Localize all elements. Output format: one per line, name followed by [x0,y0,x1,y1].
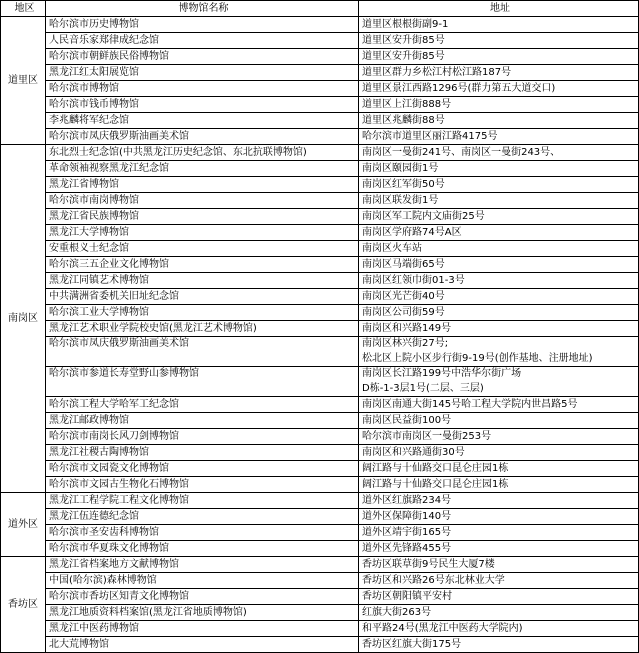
museum-name-cell: 哈尔滨市历史博物馆 [46,17,359,33]
museum-name-cell: 黑龙江中医药博物馆 [46,621,359,637]
table-row [1,397,639,413]
address-line: 红旗大街263号 [362,606,432,618]
address-cell [359,241,639,257]
address-cell [359,605,639,621]
table-row [1,461,639,477]
address-cell [359,337,639,367]
museum-name-cell: 黑龙江艺术职业学院校史馆(黑龙江艺术博物馆) [46,321,359,337]
address-cell [359,637,639,653]
address-cell [359,493,639,509]
museum-name-cell: 黑龙江社稷古陶博物馆 [46,445,359,461]
museum-name-cell: 黑龙江省档案地方文献博物馆 [46,557,359,573]
address-line: 道外区先锋路455号 [362,542,452,554]
museum-name-cell: 黑龙江地质资料档案馆(黑龙江省地质博物馆) [46,605,359,621]
address-line: 南岗区军工院内文庙街25号 [362,210,485,222]
table-row [1,337,639,367]
table-row [1,113,639,129]
address-line: D栋-1-3层1号(二层、三层) [362,382,484,394]
address-line: 道里区群力乡松江村松江路187号 [362,66,512,78]
address-cell [359,257,639,273]
table-row [1,129,639,145]
museum-name-cell: 哈尔滨市朝鲜族民俗博物馆 [46,49,359,65]
address-line: 南岗区长江路199号中浩华尔街广场 [362,368,522,379]
address-cell [359,525,639,541]
address-cell [359,413,639,429]
museum-name-cell: 哈尔滨工程大学哈军工纪念馆 [46,397,359,413]
table-row [1,321,639,337]
address-cell [359,477,639,493]
address-cell [359,97,639,113]
table-row [1,509,639,525]
address-cell [359,573,639,589]
museum-name-cell: 哈尔滨市参道长寿堂野山参博物馆 [46,367,359,397]
museum-name-cell: 哈尔滨市博物馆 [46,81,359,97]
table-row [1,305,639,321]
address-line: 南岗区红领巾街01-3号 [362,274,465,286]
table-row [1,209,639,225]
header-address: 地址 [359,1,639,17]
address-cell [359,273,639,289]
table-row [1,541,639,557]
address-line: 香坊区联草街9号民生大厦7楼 [362,558,495,570]
header-district: 地区 [1,1,46,17]
table-row [1,49,639,65]
address-cell [359,225,639,241]
museum-name-cell: 安重根义士纪念馆 [46,241,359,257]
address-line: 道外区保障街140号 [362,510,452,522]
address-line: 和平路24号(黑龙江中医药大学院内) [362,622,523,634]
address-cell [359,161,639,177]
museum-name-cell: 革命领袖视察黑龙江纪念馆 [46,161,359,177]
table-row [1,193,639,209]
table-row [1,81,639,97]
museum-name-cell: 黑龙江邮政博物馆 [46,413,359,429]
museum-name-cell: 哈尔滨市凤庆俄罗斯油画美术馆 [46,129,359,145]
address-line: 道里区景江西路1296号(群力第五大道交口) [362,82,556,94]
address-line: 哈尔滨市道里区丽江路4175号 [362,130,498,142]
address-line: 道里区兆麟街88号 [362,114,445,126]
museum-name-cell: 哈尔滨市钱币博物馆 [46,97,359,113]
address-line: 南岗区联发街1号 [362,194,439,206]
address-cell [359,209,639,225]
address-cell [359,445,639,461]
address-line: 南岗区光芒街40号 [362,290,445,302]
address-cell [359,17,639,33]
museum-name-cell: 哈尔滨工业大学博物馆 [46,305,359,321]
museum-name-cell: 哈尔滨市香坊区知青文化博物馆 [46,589,359,605]
table-row [1,493,639,509]
table-row [1,273,639,289]
address-cell [359,321,639,337]
address-line: 南岗区一曼街241号、南岗区一曼街243号、 [362,146,561,158]
address-cell [359,621,639,637]
address-line: 南岗区民益街100号 [362,414,452,426]
table-row [1,621,639,637]
table-row [1,33,639,49]
address-cell [359,193,639,209]
table-row [1,177,639,193]
address-line: 阔江路与十仙路交口昆仑庄园1栋 [362,478,509,490]
address-line: 道外区靖宇街165号 [362,526,452,538]
table-row [1,445,639,461]
address-line: 松北区上院小区步行街9-19号(创作基地、注册地址) [362,352,593,364]
address-line: 南岗区公司街59号 [362,306,445,318]
table-body [1,17,639,653]
address-cell [359,145,639,161]
address-cell [359,289,639,305]
district-cell: 南岗区 [1,145,46,493]
address-line: 道里区安升街85号 [362,50,445,62]
address-cell [359,49,639,65]
table-row [1,145,639,161]
museum-name-cell: 黑龙江大学博物馆 [46,225,359,241]
museum-name-cell: 黑龙江省博物馆 [46,177,359,193]
table-row [1,257,639,273]
district-cell: 道里区 [1,17,46,145]
address-line: 道里区安升街85号 [362,34,445,46]
table-row [1,637,639,653]
district-cell: 香坊区 [1,557,46,653]
address-line: 南岗区林兴街27号; [362,338,449,349]
address-line: 南岗区和兴路149号 [362,322,452,334]
address-line: 南岗区红军街50号 [362,178,445,190]
museum-name-cell: 北大荒博物馆 [46,637,359,653]
table-row [1,557,639,573]
address-line: 道外区红旗路234号 [362,494,452,506]
address-cell [359,129,639,145]
table-row [1,605,639,621]
address-cell [359,557,639,573]
address-line: 道里区根根街副9-1 [362,18,449,30]
address-cell [359,113,639,129]
district-cell: 道外区 [1,493,46,557]
museum-name-cell: 哈尔滨市南岗博物馆 [46,193,359,209]
address-line: 南岗区火车站 [362,242,422,254]
museum-name-cell: 黑龙江省民族博物馆 [46,209,359,225]
museum-name-cell: 中共满洲省委机关旧址纪念馆 [46,289,359,305]
museum-name-cell: 黑龙江同镇艺术博物馆 [46,273,359,289]
table-row [1,225,639,241]
address-line: 南岗区和兴路通街30号 [362,446,465,458]
table-row [1,97,639,113]
address-cell [359,397,639,413]
table-row [1,589,639,605]
table-row [1,429,639,445]
address-cell [359,509,639,525]
museum-name-cell: 黑龙江工程学院工程文化博物馆 [46,493,359,509]
address-line: 南岗区颐园街1号 [362,162,439,174]
table-row [1,573,639,589]
museum-name-cell: 李兆麟将军纪念馆 [46,113,359,129]
table-row [1,413,639,429]
address-cell [359,65,639,81]
table-row [1,477,639,493]
address-cell [359,33,639,49]
address-line: 哈尔滨市南岗区一曼街253号 [362,430,492,442]
table-row [1,65,639,81]
address-line: 南岗区马端街65号 [362,258,445,270]
address-cell [359,305,639,321]
address-cell [359,81,639,97]
address-cell [359,461,639,477]
address-line: 阔江路与十仙路交口昆仑庄园1栋 [362,462,509,474]
address-cell [359,589,639,605]
address-line: 道里区上江街888号 [362,98,452,110]
museum-name-cell: 哈尔滨市凤庆俄罗斯油画美术馆 [46,337,359,367]
address-cell [359,541,639,557]
museum-name-cell: 哈尔滨市文园古生物化石博物馆 [46,477,359,493]
table-row [1,161,639,177]
museum-name-cell: 黑龙江红太阳展览馆 [46,65,359,81]
header-museum-name: 博物馆名称 [46,1,359,17]
table-row [1,367,639,397]
address-cell [359,177,639,193]
table-row [1,17,639,33]
address-line: 香坊区红旗大街175号 [362,638,462,650]
museum-name-cell: 东北烈士纪念馆(中共黑龙江历史纪念馆、东北抗联博物馆) [46,145,359,161]
header-row [1,1,639,17]
address-line: 南岗区学府路74号A区 [362,226,462,238]
address-line: 香坊区和兴路26号东北林业大学 [362,574,505,586]
museum-name-cell: 哈尔滨市南岗长风刀剑博物馆 [46,429,359,445]
address-cell [359,429,639,445]
museum-name-cell: 哈尔滨市文园瓷文化博物馆 [46,461,359,477]
museum-name-cell: 黑龙江伍连德纪念馆 [46,509,359,525]
museum-name-cell: 哈尔滨三五企业文化博物馆 [46,257,359,273]
museum-name-cell: 哈尔滨市华夏珠文化博物馆 [46,541,359,557]
table-row [1,289,639,305]
museum-name-cell: 哈尔滨市圣安齿科博物馆 [46,525,359,541]
table-row [1,241,639,257]
address-line: 香坊区朝阳镇平安村 [362,590,452,602]
address-line: 南岗区南通大街145号哈工程大学院内世昌路5号 [362,398,578,410]
museum-name-cell: 中国(哈尔滨)森林博物馆 [46,573,359,589]
museum-name-cell: 人民音乐家郑律成纪念馆 [46,33,359,49]
table-row [1,525,639,541]
address-cell [359,367,639,397]
